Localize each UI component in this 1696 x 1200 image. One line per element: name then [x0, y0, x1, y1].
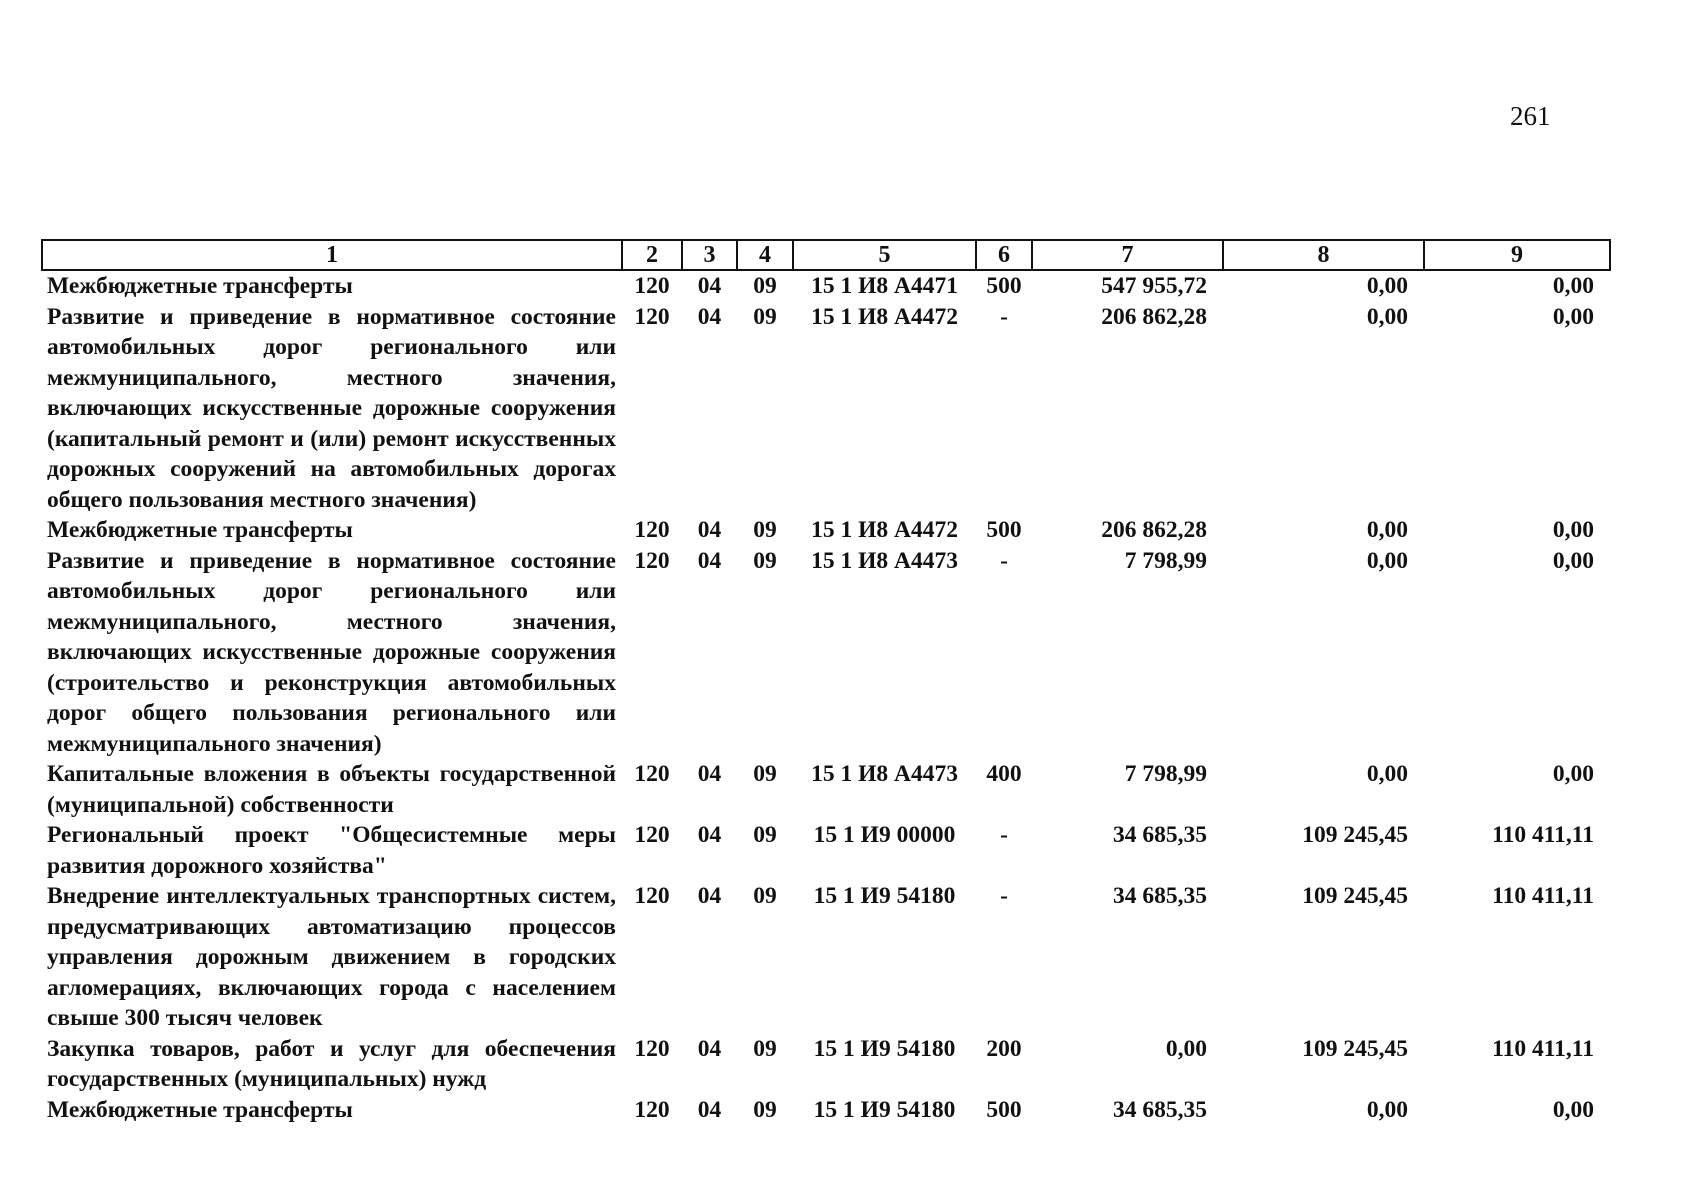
budget-table	[41, 239, 1611, 1125]
code-col2: 120	[634, 1035, 670, 1062]
row-name: Межбюджетные трансферты	[47, 273, 353, 299]
column-header: 2	[622, 240, 682, 270]
amount-col7: 7 798,99	[1124, 547, 1207, 574]
code-col5: 15 1 И8 А4472	[811, 303, 958, 330]
row-name: Развитие и приведение в нормативное состояние автомобильных дорог регионального или межмуниципального, местного значения, включающих искусственные дорожные сооружения (капитальный ремонт и (или) ремонт искусственных дорожных сооружений на автомобильных дорогах общего пользования местного значения)	[47, 303, 616, 513]
row-name: Межбюджетные трансферты	[47, 517, 353, 543]
amount-col9: 0,00	[1552, 273, 1594, 299]
amount-col7: 34 685,35	[1113, 883, 1207, 909]
row-name: Внедрение интеллектуальных транспортных систем, предусматривающих автоматизацию процессов управления дорожным движением в городских агломерациях, включающих города с населением свыше 300 тысяч человек	[47, 883, 616, 1031]
table-row	[42, 546, 1610, 760]
code-col2: 120	[634, 883, 670, 909]
amount-col7: 34 685,35	[1113, 822, 1207, 848]
table-row	[42, 302, 1610, 516]
row-name: Капитальные вложения в объекты государственной (муниципальной) собственности	[47, 761, 616, 818]
amount-col9: 110 411,11	[1492, 883, 1594, 909]
amount-col7: 206 862,28	[1101, 517, 1207, 543]
amount-col8: 0,00	[1366, 1096, 1408, 1123]
amount-col9: 0,00	[1552, 761, 1594, 787]
amount-col7: 547 955,72	[1101, 273, 1207, 299]
amount-col8: 0,00	[1366, 517, 1408, 543]
code-col2: 120	[634, 517, 670, 543]
amount-col8: 0,00	[1366, 547, 1408, 574]
column-header: 3	[682, 240, 737, 270]
code-col6: 500	[986, 273, 1022, 299]
amount-col7: 206 862,28	[1101, 303, 1207, 330]
code-col6: 500	[986, 1096, 1022, 1123]
code-col5: 15 1 И9 54180	[813, 883, 956, 909]
row-name: Закупка товаров, работ и услуг для обеспечения государственных (муниципальных) нужд	[47, 1035, 616, 1092]
row-name: Развитие и приведение в нормативное состояние автомобильных дорог регионального или межмуниципального, местного значения, включающих искусственные дорожные сооружения (строительство и реконструкция автомобильных дорог общего пользования регионального или межмуниципального значения)	[47, 547, 616, 757]
code-col4: 09	[753, 883, 777, 909]
amount-col9: 0,00	[1552, 517, 1594, 543]
table-row	[42, 1095, 1610, 1126]
code-col3: 04	[697, 273, 722, 299]
column-header: 9	[1424, 240, 1610, 270]
code-col6: 500	[986, 517, 1022, 543]
code-col4: 09	[753, 761, 777, 787]
code-col6: -	[1000, 883, 1008, 909]
code-col5: 15 1 И9 54180	[813, 1096, 956, 1123]
code-col6: 200	[986, 1035, 1022, 1062]
column-header: 1	[42, 240, 622, 270]
code-col5: 15 1 И8 А4471	[811, 273, 958, 299]
amount-col8: 109 245,45	[1302, 883, 1408, 909]
table-header-row	[42, 240, 1610, 270]
code-col3: 04	[697, 1035, 722, 1062]
code-col2: 120	[634, 303, 670, 330]
row-name: Межбюджетные трансферты	[47, 1096, 353, 1123]
table-row	[42, 881, 1610, 1034]
table-row	[42, 270, 1610, 302]
table-row	[42, 820, 1610, 881]
code-col6: 400	[986, 761, 1022, 787]
code-col2: 120	[634, 761, 670, 787]
amount-col9: 110 411,11	[1492, 1035, 1594, 1062]
amount-col8: 0,00	[1366, 273, 1408, 299]
code-col3: 04	[697, 303, 722, 330]
column-header: 7	[1032, 240, 1223, 270]
code-col5: 15 1 И8 А4472	[811, 517, 958, 543]
amount-col8: 109 245,45	[1302, 1035, 1408, 1062]
amount-col8: 0,00	[1366, 761, 1408, 787]
code-col3: 04	[697, 822, 722, 848]
amount-col9: 110 411,11	[1492, 822, 1594, 848]
column-header: 4	[737, 240, 793, 270]
amount-col9: 0,00	[1552, 547, 1594, 574]
table-row	[42, 759, 1610, 820]
row-name: Региональный проект "Общесистемные меры развития дорожного хозяйства"	[47, 822, 616, 879]
table-row	[42, 515, 1610, 546]
code-col4: 09	[753, 517, 777, 543]
code-col3: 04	[697, 547, 722, 574]
code-col2: 120	[634, 547, 670, 574]
amount-col9: 0,00	[1552, 303, 1594, 330]
code-col4: 09	[753, 303, 777, 330]
code-col5: 15 1 И9 00000	[813, 822, 956, 848]
amount-col9: 0,00	[1552, 1096, 1594, 1123]
amount-col8: 109 245,45	[1302, 822, 1408, 848]
column-header: 6	[976, 240, 1032, 270]
code-col5: 15 1 И9 54180	[813, 1035, 956, 1062]
code-col3: 04	[697, 517, 722, 543]
code-col3: 04	[697, 1096, 722, 1123]
column-header: 8	[1223, 240, 1424, 270]
amount-col7: 34 685,35	[1113, 1096, 1207, 1123]
amount-col7: 0,00	[1165, 1035, 1207, 1062]
code-col2: 120	[634, 822, 670, 848]
amount-col8: 0,00	[1366, 303, 1408, 330]
code-col4: 09	[753, 273, 777, 299]
code-col5: 15 1 И8 А4473	[811, 547, 958, 574]
code-col2: 120	[634, 273, 670, 299]
column-header: 5	[793, 240, 976, 270]
code-col4: 09	[753, 1096, 777, 1123]
amount-col7: 7 798,99	[1124, 761, 1207, 787]
page-number: 261	[1510, 101, 1551, 131]
code-col4: 09	[753, 547, 777, 574]
code-col2: 120	[634, 1096, 670, 1123]
code-col6: -	[1000, 303, 1008, 330]
code-col3: 04	[697, 761, 722, 787]
code-col6: -	[1000, 547, 1008, 574]
table-row	[42, 1034, 1610, 1095]
code-col4: 09	[753, 822, 777, 848]
code-col4: 09	[753, 1035, 777, 1062]
code-col5: 15 1 И8 А4473	[811, 761, 958, 787]
code-col6: -	[1000, 822, 1008, 848]
code-col3: 04	[697, 883, 722, 909]
